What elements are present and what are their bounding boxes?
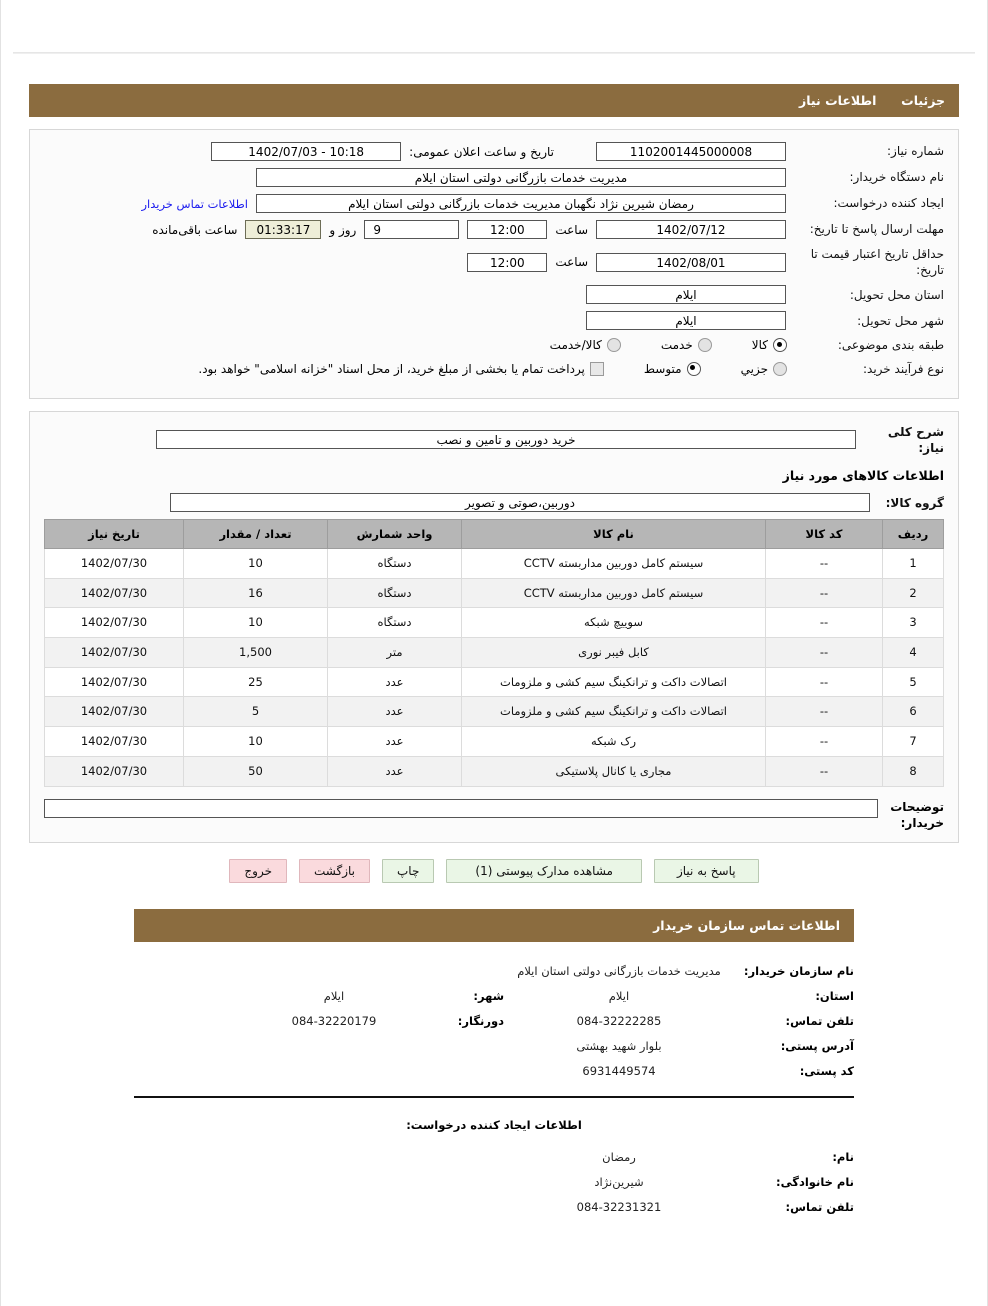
col-qty: تعداد / مقدار [184, 520, 328, 549]
cell-date: 1402/07/30 [45, 549, 184, 579]
deadline-time-value: 12:00 [467, 220, 547, 239]
cell-qty: 10 [184, 608, 328, 638]
process-label: نوع فرآیند خرید: [863, 361, 944, 376]
contact-details [134, 942, 854, 1078]
goods-info-heading: اطلاعات کالاهای مورد نیاز [782, 468, 944, 484]
cell-date: 1402/07/30 [45, 727, 184, 757]
cell-unit: عدد [328, 667, 462, 697]
process-row [44, 361, 944, 377]
process-option-medium[interactable] [644, 362, 701, 376]
col-row: ردیف [883, 520, 944, 549]
city-label: شهر محل تحویل: [857, 313, 944, 328]
description-value: خرید دوربین و تامین و نصب [156, 430, 856, 449]
category-option-service[interactable] [661, 338, 712, 352]
goods-group-value: دوربین،صوتی و تصویر [170, 493, 870, 512]
cell-date: 1402/07/30 [45, 697, 184, 727]
cell-row: 8 [883, 756, 944, 786]
need-number-label: شماره نیاز: [887, 144, 944, 159]
countdown-timer: 01:33:17 [245, 220, 321, 239]
contact-address-row [134, 1039, 854, 1053]
cell-unit: دستگاه [328, 608, 462, 638]
radio-service-icon[interactable] [698, 338, 712, 352]
category-option-service-label: خدمت [660, 338, 693, 353]
back-button[interactable]: بازگشت [299, 859, 370, 883]
creator-last-row [134, 1175, 854, 1189]
creator-first-label: نام: [832, 1150, 854, 1165]
buyer-notes-row [44, 799, 944, 833]
col-code: کد کالا [766, 520, 883, 549]
buyer-org-value: مدیریت خدمات بازرگانی دولتی استان ایلام [256, 168, 786, 187]
contact-section-header: اطلاعات تماس سازمان خریدار [134, 909, 854, 942]
remaining-days-value: 9 [364, 220, 459, 239]
table-row [45, 667, 944, 697]
buyer-contact-link[interactable]: اطلاعات تماس خریدار [141, 196, 248, 211]
cell-code: -- [766, 549, 883, 579]
cell-code: -- [766, 638, 883, 668]
need-info-panel [29, 129, 959, 399]
contact-postal-label: کد پستی: [799, 1064, 854, 1079]
cell-code: -- [766, 756, 883, 786]
creator-last-value: شیرین‌نژاد [594, 1175, 644, 1190]
action-button-bar [29, 859, 959, 883]
contact-phone-row [134, 1014, 854, 1028]
category-option-both[interactable] [550, 338, 621, 352]
validity-time-value: 12:00 [467, 253, 547, 272]
cell-name: کابل فیبر نوری [462, 638, 766, 668]
cell-row: 2 [883, 578, 944, 608]
need-number-value: 1102001445000008 [596, 142, 786, 161]
top-spacer [1, 0, 987, 52]
announce-value: 10:18 - 1402/07/03 [211, 142, 401, 161]
cell-name: سیستم کامل دوربین مداربسته CCTV [462, 578, 766, 608]
cell-name: سیستم کامل دوربین مداربسته CCTV [462, 549, 766, 579]
treasury-checkbox-option[interactable] [198, 362, 604, 376]
cell-code: -- [766, 578, 883, 608]
cell-name: اتصالات داکت و ترانکینگ سیم کشی و ملزومات [462, 667, 766, 697]
top-divider [13, 52, 975, 54]
radio-minor-icon[interactable] [773, 362, 787, 376]
buyer-notes-label: توضیحات خریدار: [890, 799, 944, 831]
page-content [1, 84, 987, 1214]
cell-row: 3 [883, 608, 944, 638]
creator-row [44, 194, 944, 213]
description-row [44, 424, 944, 456]
creator-first-value: رمضان [602, 1150, 636, 1165]
cell-qty: 1,500 [184, 638, 328, 668]
contact-fax-label: دورنگار: [457, 1014, 504, 1029]
category-option-goods[interactable] [752, 338, 787, 352]
goods-table-body [45, 549, 944, 786]
table-row [45, 756, 944, 786]
cell-code: -- [766, 667, 883, 697]
contact-province-row [134, 989, 854, 1003]
cell-unit: عدد [328, 756, 462, 786]
cell-code: -- [766, 608, 883, 638]
cell-row: 5 [883, 667, 944, 697]
city-value: ایلام [586, 311, 786, 330]
validity-date-value: 1402/08/01 [596, 253, 786, 272]
deadline-date-value: 1402/07/12 [596, 220, 786, 239]
contact-postal-row [134, 1064, 854, 1078]
cell-code: -- [766, 727, 883, 757]
category-option-both-label: کالا/خدمت [549, 338, 602, 353]
cell-name: رک شبکه [462, 727, 766, 757]
radio-medium-icon[interactable] [687, 362, 701, 376]
cell-code: -- [766, 697, 883, 727]
contact-phone-value: 084-32222285 [576, 1014, 662, 1029]
tab-details[interactable]: جزئیات [901, 93, 945, 108]
table-row [45, 638, 944, 668]
creator-value: رمضان شیرین نژاد نگهبان مدیریت خدمات بازرگانی دولتی استان ایلام [256, 194, 786, 213]
contact-org-row [134, 964, 854, 978]
need-section-header [29, 84, 959, 117]
goods-group-row [44, 493, 944, 512]
cell-date: 1402/07/30 [45, 608, 184, 638]
cell-qty: 10 [184, 549, 328, 579]
cell-row: 4 [883, 638, 944, 668]
goods-panel [29, 411, 959, 843]
city-row [44, 311, 944, 330]
deadline-label: مهلت ارسال پاسخ تا تاریخ: [809, 222, 944, 237]
radio-both-icon[interactable] [607, 338, 621, 352]
treasury-checkbox-icon[interactable] [590, 362, 604, 376]
buyer-org-row [44, 168, 944, 187]
cell-date: 1402/07/30 [45, 756, 184, 786]
cell-date: 1402/07/30 [45, 667, 184, 697]
creator-phone-row [134, 1200, 854, 1214]
cell-unit: دستگاه [328, 578, 462, 608]
col-date: تاریخ نیاز [45, 520, 184, 549]
cell-unit: متر [328, 638, 462, 668]
cell-row: 7 [883, 727, 944, 757]
goods-table-header-row [45, 520, 944, 549]
process-option-minor[interactable] [741, 362, 787, 376]
process-option-minor-label: جزيي [740, 361, 768, 376]
answer-need-button[interactable]: پاسخ به نیاز [654, 859, 759, 883]
cell-row: 1 [883, 549, 944, 579]
countdown-label: ساعت باقی‌مانده [152, 222, 238, 237]
process-option-medium-label: متوسط [643, 361, 682, 376]
cell-qty: 25 [184, 667, 328, 697]
creator-last-label: نام خانوادگی: [776, 1175, 854, 1190]
validity-row [44, 246, 944, 278]
contact-section [134, 909, 854, 1214]
creator-section-title: اطلاعات ایجاد کننده درخواست: [406, 1118, 582, 1133]
contact-phone-label: تلفن تماس: [785, 1014, 854, 1029]
table-row [45, 608, 944, 638]
province-value: ایلام [586, 285, 786, 304]
deadline-time-label: ساعت [555, 222, 588, 237]
goods-group-label: گروه کالا: [885, 495, 944, 510]
creator-phone-label: تلفن تماس: [785, 1200, 854, 1215]
deadline-row [44, 220, 944, 239]
contact-postal-value: 6931449574 [582, 1064, 656, 1079]
col-unit: واحد شمارش [328, 520, 462, 549]
cell-unit: عدد [328, 727, 462, 757]
cell-name: مجاری یا کانال پلاستیکی [462, 756, 766, 786]
creator-first-row [134, 1150, 854, 1164]
contact-org-label: نام سازمان خریدار: [743, 964, 854, 979]
contact-city-label: شهر: [473, 989, 504, 1004]
cell-qty: 5 [184, 697, 328, 727]
cell-qty: 50 [184, 756, 328, 786]
radio-goods-icon[interactable] [773, 338, 787, 352]
exit-button[interactable]: خروج [229, 859, 287, 883]
table-row [45, 727, 944, 757]
cell-name: اتصالات داکت و ترانکینگ سیم کشی و ملزومات [462, 697, 766, 727]
treasury-checkbox-label: پرداخت تمام یا بخشی از مبلغ خرید، از محل اسناد "خزانه اسلامی" خواهد بود. [198, 361, 585, 376]
buyer-notes-input[interactable] [44, 799, 878, 818]
cell-row: 6 [883, 697, 944, 727]
tab-need-info[interactable]: اطلاعات نیاز [799, 93, 877, 108]
contact-org-value: مدیریت خدمات بازرگانی دولتی استان ایلام [517, 964, 721, 979]
creator-label: ایجاد کننده درخواست: [833, 196, 944, 211]
contact-address-value: بلوار شهید بهشتی [576, 1039, 662, 1054]
cell-name: سوییچ شبکه [462, 608, 766, 638]
col-name: نام کالا [462, 520, 766, 549]
description-label: شرح کلی نیاز: [887, 424, 944, 455]
cell-date: 1402/07/30 [45, 578, 184, 608]
creator-divider [134, 1096, 854, 1098]
contact-city-value: ایلام [323, 989, 345, 1004]
cell-qty: 10 [184, 727, 328, 757]
contact-fax-value: 084-32220179 [291, 1014, 377, 1029]
goods-table [44, 519, 944, 786]
contact-province-label: استان: [815, 989, 854, 1004]
province-label: استان محل تحویل: [849, 287, 944, 302]
contact-address-label: آدرس پستی: [780, 1039, 854, 1054]
table-row [45, 578, 944, 608]
remaining-days-label: روز و [329, 222, 357, 237]
province-row [44, 285, 944, 304]
cell-unit: عدد [328, 697, 462, 727]
category-option-goods-label: کالا [751, 338, 768, 353]
table-row [45, 697, 944, 727]
announce-label: تاریخ و ساعت اعلان عمومی: [409, 144, 554, 159]
contact-province-value: ایلام [608, 989, 630, 1004]
creator-phone-value: 084-32231321 [576, 1200, 662, 1215]
validity-label: حداقل تاریخ اعتبار قیمت تا تاریخ: [810, 247, 944, 278]
table-row [45, 549, 944, 579]
category-row [44, 337, 944, 353]
need-number-row [44, 142, 944, 161]
cell-unit: دستگاه [328, 549, 462, 579]
cell-qty: 16 [184, 578, 328, 608]
buyer-org-label: نام دستگاه خریدار: [849, 170, 944, 185]
cell-date: 1402/07/30 [45, 638, 184, 668]
validity-time-label: ساعت [555, 255, 588, 270]
print-button[interactable]: چاپ [382, 859, 434, 883]
category-label: طبقه بندی موضوعی: [837, 338, 944, 353]
attachments-button[interactable]: مشاهده مدارک پیوستی (1) [446, 859, 642, 883]
